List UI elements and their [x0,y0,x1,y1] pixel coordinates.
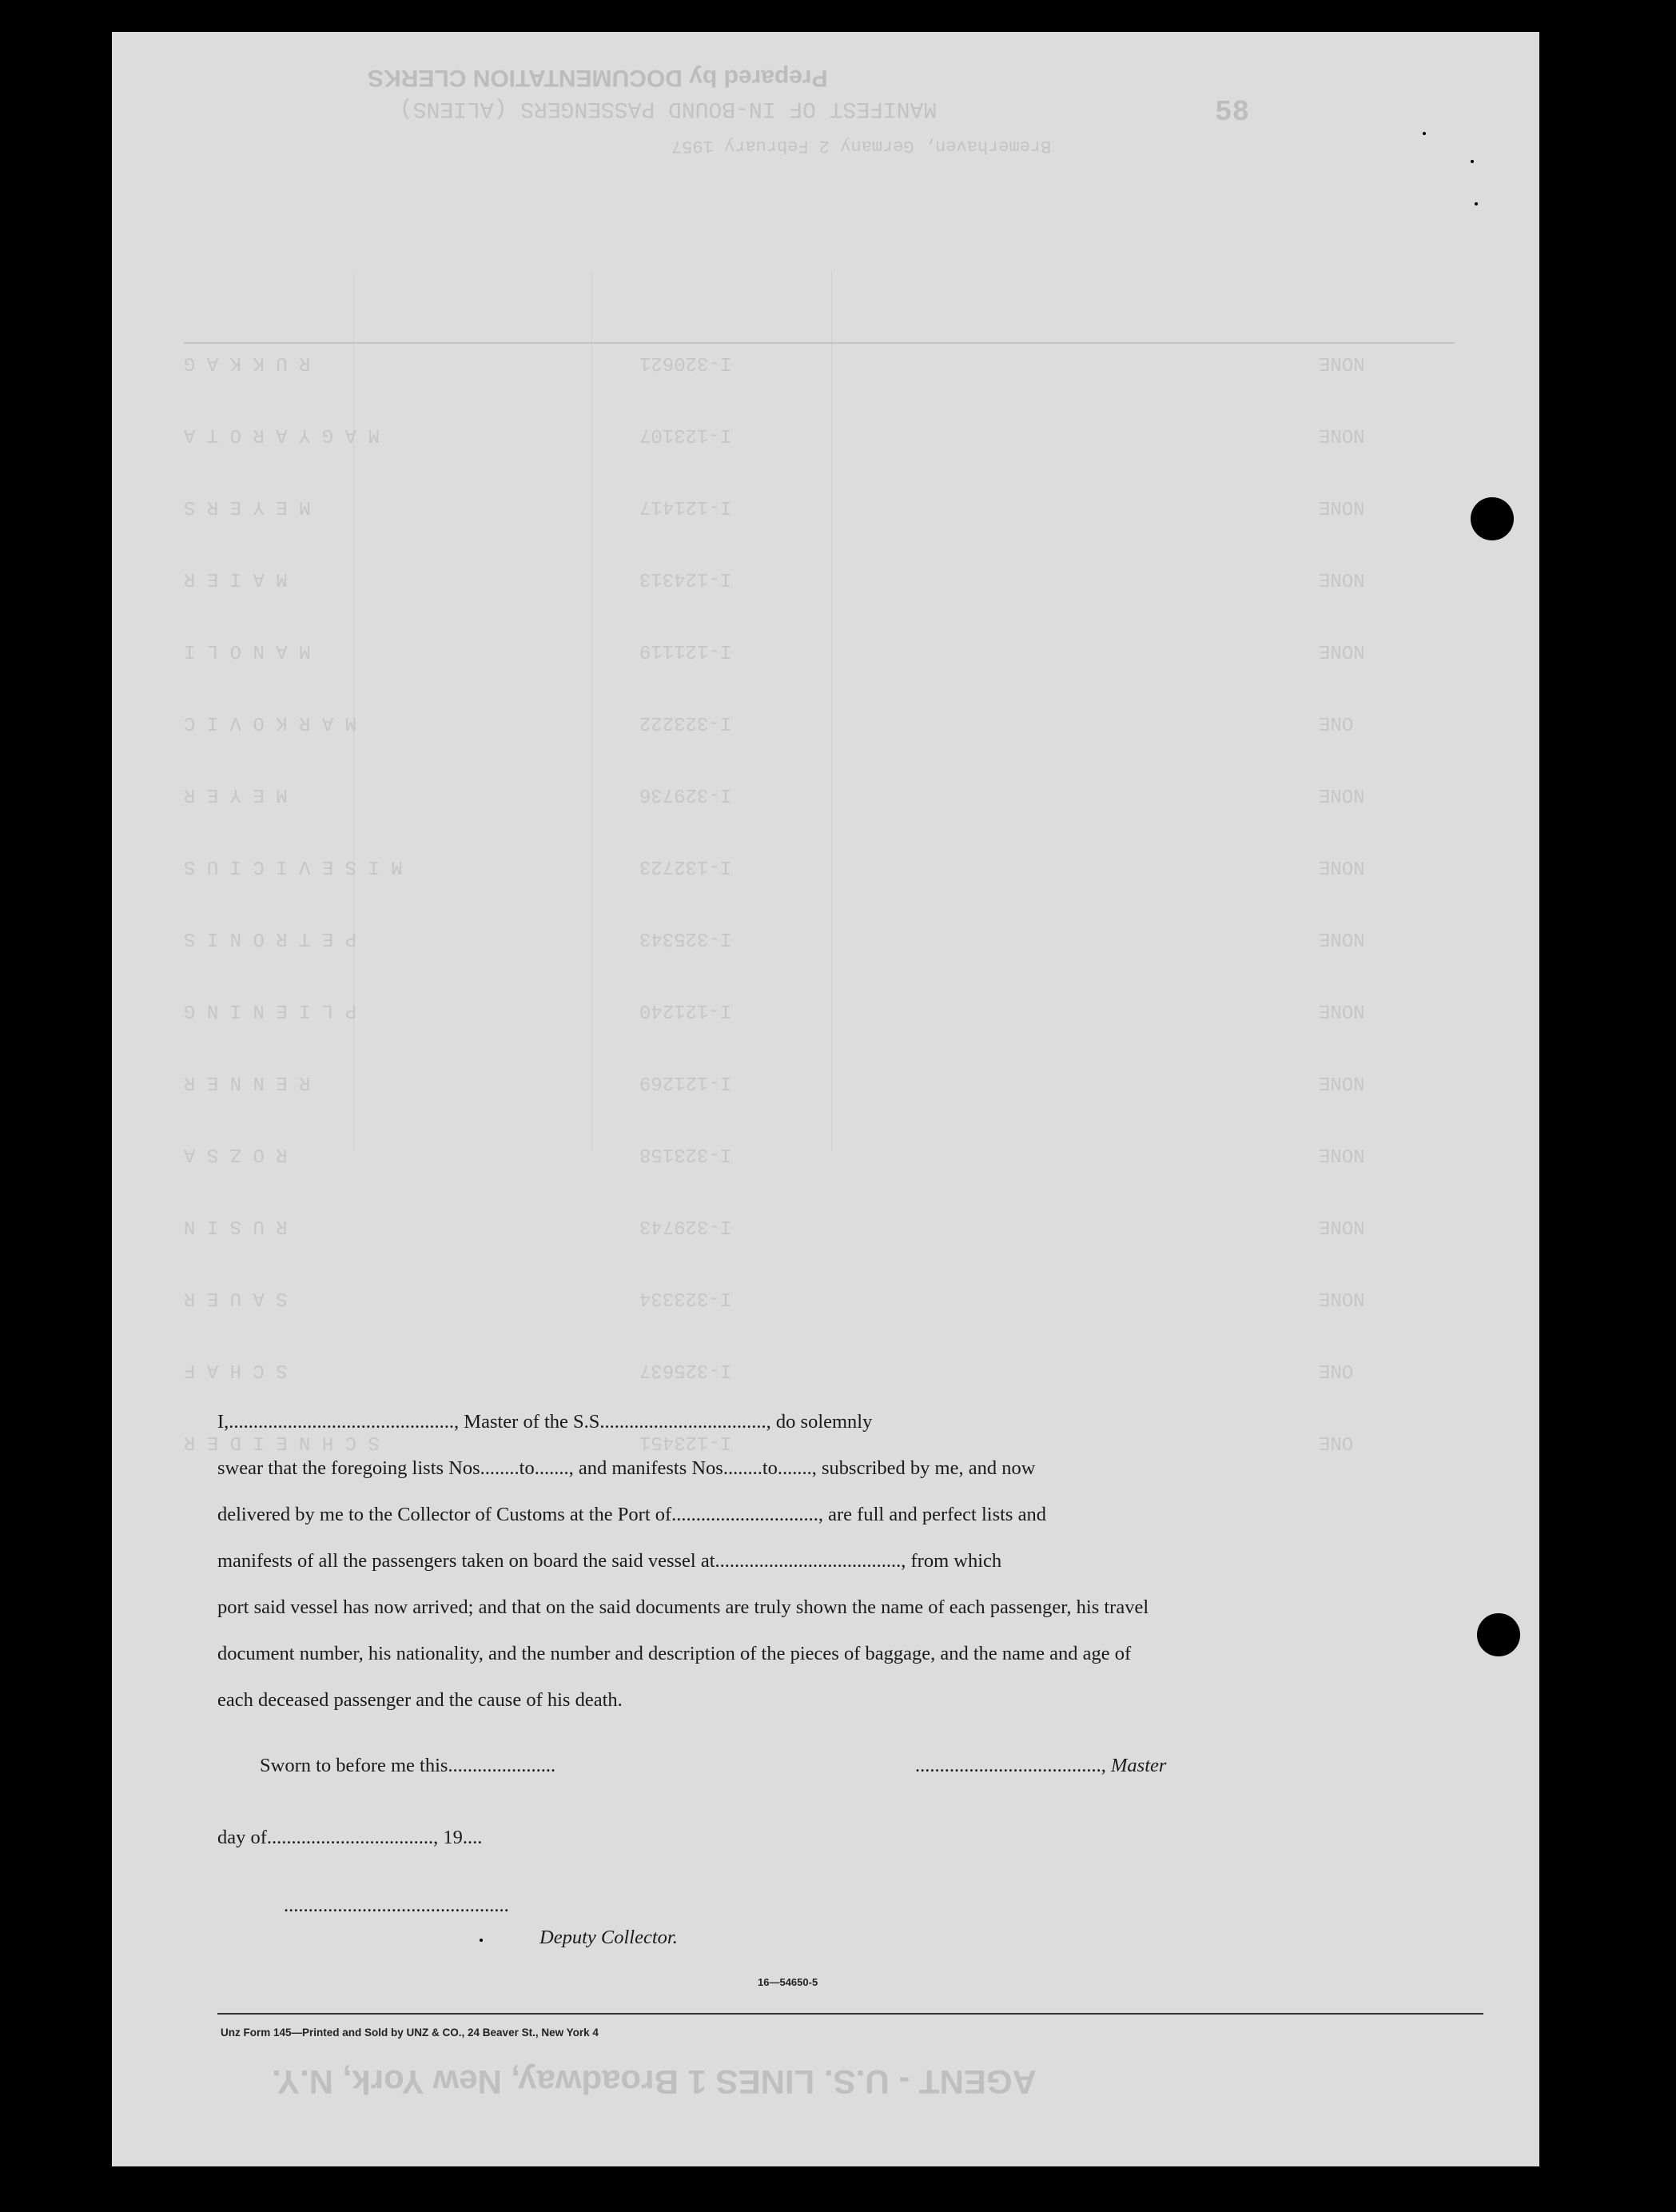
ghost-manifest-title: MANIFEST OF IN-BOUND PASSENGERS (ALIENS) [400,96,938,121]
dust-speck [1423,132,1426,135]
printer-imprint: Unz Form 145—Printed and Sold by UNZ & CO., 24 Beaver St., New York 4 [221,2027,599,2039]
oath-line: delivered by me to the Collector of Customs at the Port of.............................., are full and perfect lists and [217,1504,1046,1525]
ghost-document-number: I-121240 [639,999,732,1021]
ghost-document-number: I-323334 [639,1287,732,1309]
ghost-passenger-row [112,496,1539,544]
ghost-document-number: I-329736 [639,783,732,805]
ghost-document-number: I-123107 [639,424,732,445]
ghost-baggage-tag: NONE [1319,1143,1365,1165]
ghost-passenger-name: S C H A F [184,1359,288,1381]
collector-dots: .............................................. [284,1895,509,1916]
ghost-passenger-name: R O Z S A [184,1143,288,1165]
ghost-passenger-name: M E Y E R [184,783,288,805]
ghost-baggage-tag: NONE [1319,568,1365,589]
ghost-passenger-row [112,352,1539,400]
ghost-baggage-tag: NONE [1319,1287,1365,1309]
ghost-manifest-number: 58 [1215,96,1250,129]
ghost-passenger-name: R U K K A G [184,352,311,373]
ghost-passenger-name: M I S E V I C I U S [184,855,403,877]
ghost-passenger-row [112,568,1539,616]
ghost-baggage-tag: ONE [1319,711,1354,733]
ghost-baggage-tag: NONE [1319,999,1365,1021]
ghost-passenger-name: M A R K O V I C [184,711,357,733]
ghost-document-number: I-121269 [639,1071,732,1093]
oath-line: swear that the foregoing lists Nos........to......., and manifests Nos........to......., subscribed by me, and now [217,1457,1036,1479]
ghost-document-number: I-123451 [639,1431,732,1453]
deputy-collector-label: Deputy Collector. [539,1927,678,1948]
ghost-passenger-name: P E T R O N I S [184,927,357,949]
ghost-passenger-row [112,783,1539,831]
ghost-header-rule [184,342,1455,344]
ghost-passenger-name: S C H N E I D E R [184,1431,380,1453]
dust-speck [1475,202,1478,205]
ghost-passenger-row [112,711,1539,759]
oath-line: I,.............................................., Master of the S.S.................................., do solemnly [217,1411,873,1433]
ghost-passenger-name: R U S I N [184,1215,288,1237]
ghost-agent-stamp: AGENT - U.S. LINES 1 Broadway, New York, N.Y. [272,2063,1037,2101]
ghost-document-number: I-121119 [639,640,732,661]
ghost-baggage-tag: NONE [1319,927,1365,949]
ghost-passenger-row [112,640,1539,688]
ghost-baggage-tag: NONE [1319,783,1365,805]
oath-line: each deceased passenger and the cause of his death. [217,1689,623,1711]
footer-rule [217,2013,1483,2015]
ghost-passenger-name: S A U E R [184,1287,288,1309]
ghost-document-number: I-320621 [639,352,732,373]
ghost-passenger-row [112,424,1539,472]
binder-hole [1471,497,1514,540]
master-dots: ......................................, [915,1755,1106,1776]
ghost-baggage-tag: NONE [1319,855,1365,877]
ghost-document-number: I-323222 [639,711,732,733]
ghost-baggage-tag: NONE [1319,352,1365,373]
ghost-baggage-tag: NONE [1319,424,1365,445]
document-sheet [112,32,1539,2166]
ghost-passenger-name: M A I E R [184,568,288,589]
ghost-passenger-name: M E Y E R S [184,496,311,517]
ghost-baggage-tag: ONE [1319,1359,1354,1381]
oath-line: manifests of all the passengers taken on board the said vessel at......................................, from which [217,1550,1002,1572]
oath-paragraph [217,1399,1376,1724]
sworn-line: Sworn to before me this...................... [260,1755,556,1776]
ghost-baggage-tag: NONE [1319,496,1365,517]
ghost-passenger-row [112,1215,1539,1263]
oath-line: port said vessel has now arrived; and that on the said documents are truly shown the name of each passenger, his travel [217,1596,1149,1618]
oath-line: document number, his nationality, and the number and description of the pieces of baggage, and the name and age of [217,1643,1132,1664]
ghost-passenger-name: M A G Y A R O T A [184,424,380,445]
day-of-line: day of.................................., 19.... [217,1827,483,1848]
ghost-passenger-name: M A N O L I [184,640,311,661]
master-signature-line [915,1755,1166,1777]
ghost-baggage-tag: NONE [1319,1215,1365,1237]
ghost-passenger-name: R E N N E R [184,1071,311,1093]
ghost-sailing-line: Bremerhaven, Germany 2 February 1957 [671,136,1052,156]
master-label: Master [1111,1755,1167,1776]
ghost-document-number: I-323158 [639,1143,732,1165]
dust-speck [480,1939,483,1942]
ghost-baggage-tag: NONE [1319,640,1365,661]
ghost-passenger-row [112,1071,1539,1119]
ghost-passenger-row [112,927,1539,975]
ghost-document-number: I-329743 [639,1215,732,1237]
ghost-document-number: I-132723 [639,855,732,877]
ghost-document-number: I-124313 [639,568,732,589]
ghost-document-number: I-325343 [639,927,732,949]
dust-speck [1471,160,1474,163]
binder-hole [1477,1613,1520,1656]
ghost-header: Prepared by DOCUMENTATION CLERKS [368,65,828,91]
ghost-passenger-name: P L I E N I N G [184,999,357,1021]
ghost-document-number: I-121417 [639,496,732,517]
ghost-baggage-tag: ONE [1319,1431,1354,1453]
ghost-passenger-row [112,1287,1539,1335]
ghost-document-number: I-325637 [639,1359,732,1381]
ghost-passenger-row [112,999,1539,1047]
ghost-passenger-row [112,1143,1539,1191]
ghost-passenger-row [112,855,1539,903]
form-code: 16—54650-5 [758,1976,818,1988]
ghost-baggage-tag: NONE [1319,1071,1365,1093]
